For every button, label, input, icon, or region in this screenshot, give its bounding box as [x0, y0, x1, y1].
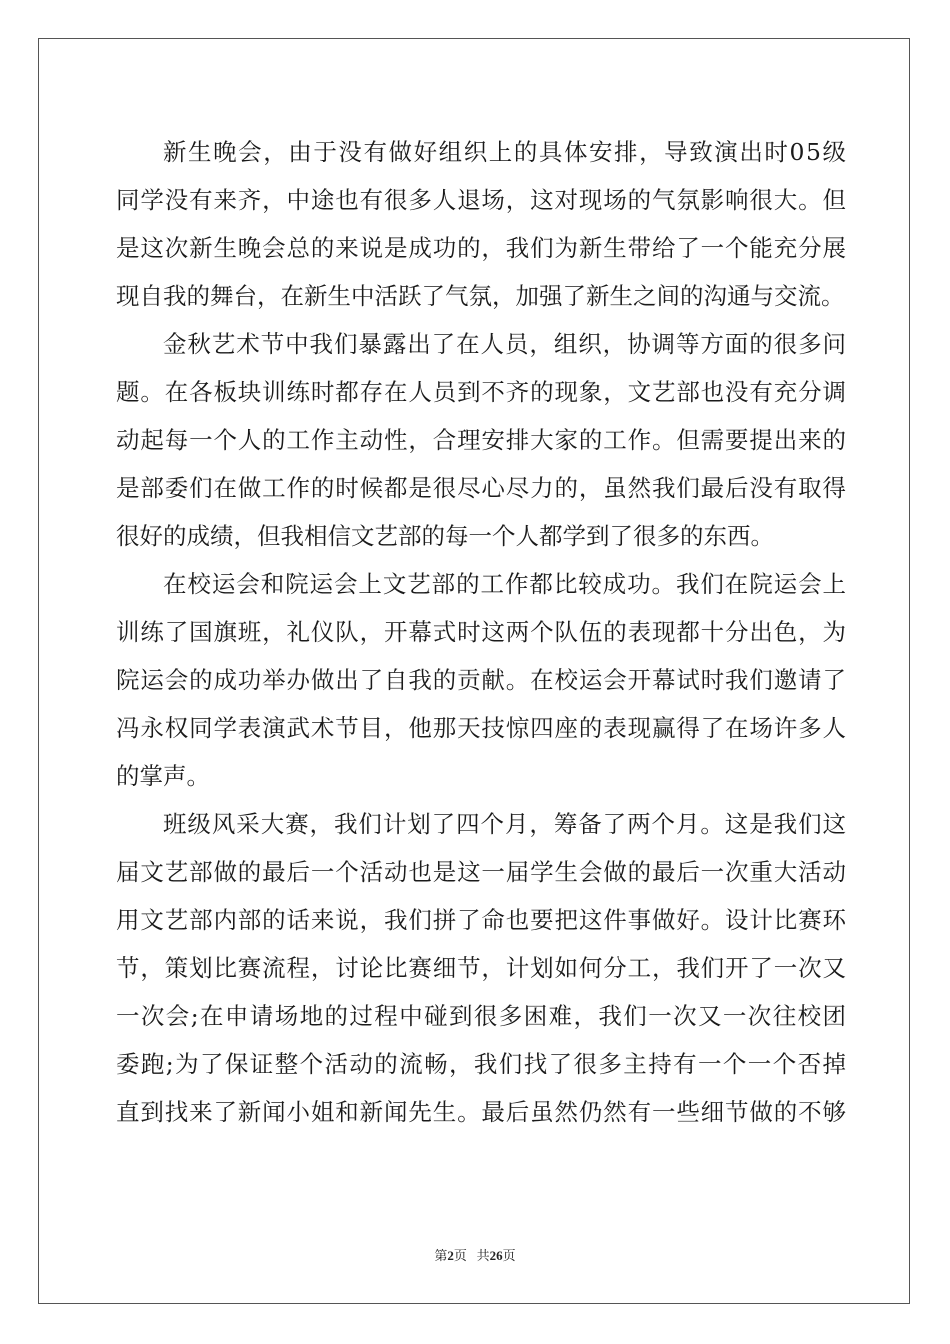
- text-line: [116, 800, 846, 848]
- line-text: 一次会;在申请场地的过程中碰到很多困难，我们一次又一次往校团: [116, 1002, 848, 1030]
- text-line: [116, 1088, 846, 1136]
- line-text: 的掌声。: [116, 762, 210, 790]
- text-line: [116, 992, 846, 1040]
- text-line: [116, 896, 846, 944]
- text-line: [116, 128, 846, 176]
- total-pages: 26: [489, 1248, 503, 1263]
- line-text: 委跑;为了保证整个活动的流畅，我们找了很多主持有一个一个否掉: [116, 1050, 848, 1078]
- page-suffix: 页: [453, 1248, 467, 1263]
- line-text: 训练了国旗班，礼仪队，开幕式时这两个队伍的表现都十分出色，为: [116, 618, 847, 646]
- line-text: 直到找来了新闻小姐和新闻先生。最后虽然仍然有一些细节做的不够: [116, 1098, 847, 1126]
- line-text: 新生晚会，由于没有做好组织上的具体安排，导致演出时05级: [163, 138, 848, 166]
- paragraph-1: [116, 128, 846, 320]
- line-text: 很好的成绩，但我相信文艺部的每一个人都学到了很多的东西。: [116, 522, 774, 550]
- line-text: 班级风采大赛，我们计划了四个月，筹备了两个月。这是我们这: [163, 810, 847, 838]
- text-line: [116, 464, 846, 512]
- line-text: 现自我的舞台，在新生中活跃了气氛，加强了新生之间的沟通与交流。: [116, 282, 845, 310]
- text-line: [116, 608, 846, 656]
- line-text: 是这次新生晚会总的来说是成功的，我们为新生带给了一个能充分展: [116, 234, 847, 262]
- page-prefix: 第: [434, 1248, 448, 1263]
- document-body: [116, 128, 846, 1136]
- page-number: 2: [447, 1248, 454, 1263]
- line-text: 用文艺部内部的话来说，我们拼了命也要把这件事做好。设计比赛环: [116, 906, 847, 934]
- text-line: [116, 656, 846, 704]
- line-text: 是部委们在做工作的时候都是很尽心尽力的，虽然我们最后没有取得: [116, 474, 847, 502]
- text-line: [116, 368, 846, 416]
- line-text: 届文艺部做的最后一个活动也是这一届学生会做的最后一次重大活动: [116, 858, 847, 886]
- text-line: [116, 176, 846, 224]
- text-line: [116, 416, 846, 464]
- total-prefix: 共: [476, 1248, 490, 1263]
- text-line: [116, 704, 846, 752]
- text-line: [116, 752, 846, 800]
- line-text: 节，策划比赛流程，讨论比赛细节，计划如何分工，我们开了一次又: [116, 954, 847, 982]
- text-line: [116, 320, 846, 368]
- text-line: [116, 848, 846, 896]
- text-line: [116, 1040, 846, 1088]
- text-line: [116, 560, 846, 608]
- total-suffix: 页: [502, 1248, 516, 1263]
- line-text: 题。在各板块训练时都存在人员到不齐的现象，文艺部也没有充分调: [116, 378, 847, 406]
- line-text: 冯永权同学表演武术节目，他那天技惊四座的表现赢得了在场许多人: [116, 714, 847, 742]
- line-text: 院运会的成功举办做出了自我的贡献。在校运会开幕试时我们邀请了: [116, 666, 847, 694]
- paragraph-3: [116, 560, 846, 800]
- line-text: 动起每一个人的工作主动性，合理安排大家的工作。但需要提出来的: [116, 426, 847, 454]
- page-footer: [0, 1245, 950, 1264]
- line-text: 在校运会和院运会上文艺部的工作都比较成功。我们在院运会上: [163, 570, 847, 598]
- paragraph-4: [116, 800, 846, 1136]
- text-line: [116, 944, 846, 992]
- paragraph-2: [116, 320, 846, 560]
- text-line: [116, 224, 846, 272]
- line-text: 同学没有来齐，中途也有很多人退场，这对现场的气氛影响很大。但: [116, 186, 847, 214]
- text-line: [116, 512, 846, 560]
- text-line: [116, 272, 846, 320]
- line-text: 金秋艺术节中我们暴露出了在人员，组织，协调等方面的很多问: [163, 330, 847, 358]
